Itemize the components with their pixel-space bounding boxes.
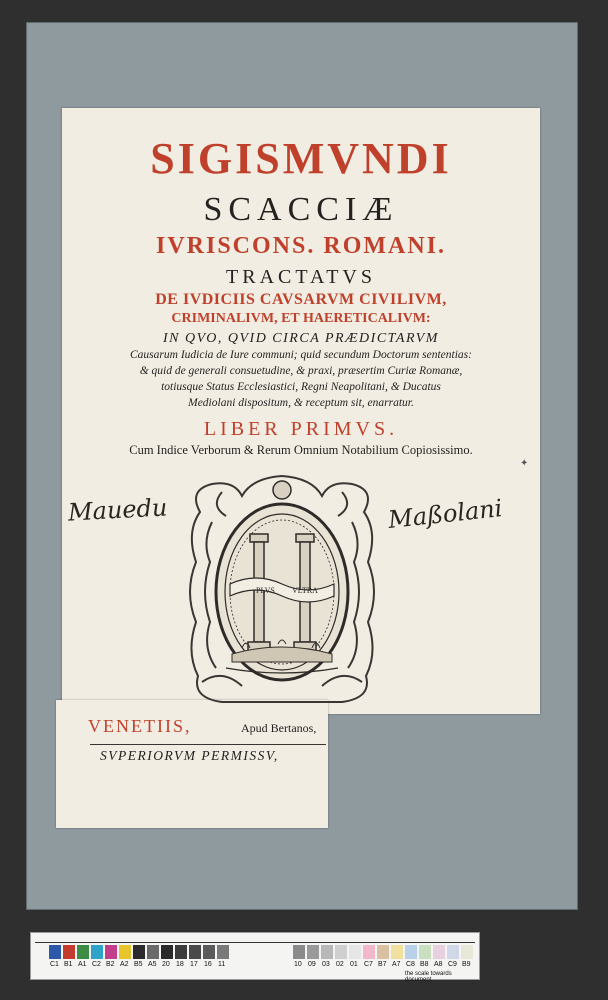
color-swatch-right-1 — [307, 945, 319, 959]
color-swatch-right-10 — [433, 945, 445, 959]
color-code-left-6: B5 — [134, 961, 143, 968]
device-motto-left: PLVS — [256, 586, 275, 595]
color-swatch-right-12 — [461, 945, 473, 959]
book-number: LIBER PRIMVS. — [203, 418, 399, 440]
color-code-right-11: C9 — [448, 961, 457, 968]
color-swatch-right-0 — [293, 945, 305, 959]
subtitle-line-2: CRIMINALIVM, ET HAERETICALIVM: — [171, 311, 431, 326]
color-swatch-left-2 — [77, 945, 89, 959]
color-code-left-1: B1 — [64, 961, 73, 968]
description-line-3: totiusque Status Ecclesiastici, Regni Neapolitani, & Ducatus — [161, 381, 441, 393]
color-code-right-1: 09 — [308, 961, 316, 968]
color-code-left-3: C2 — [92, 961, 101, 968]
description-line-2: & quid de generali consuetudine, & praxi, præsertim Curiæ Romanæ, — [139, 365, 463, 377]
imprint-place: VENETIIS, — [88, 716, 192, 736]
color-code-left-12: 11 — [218, 961, 226, 968]
color-swatch-right-9 — [419, 945, 431, 959]
device-motto-right: VLTRA — [292, 586, 318, 595]
scale-ruler — [35, 936, 475, 943]
color-swatch-left-1 — [63, 945, 75, 959]
color-scale-bar — [30, 932, 480, 983]
color-code-left-2: A1 — [78, 961, 87, 968]
color-code-left-11: 16 — [204, 961, 212, 968]
color-code-left-5: A2 — [120, 961, 129, 968]
color-code-left-9: 18 — [176, 961, 184, 968]
color-swatch-left-9 — [175, 945, 187, 959]
color-swatch-left-5 — [119, 945, 131, 959]
color-swatch-left-6 — [133, 945, 145, 959]
imprint-printer: Apud Bertanos, — [241, 721, 317, 735]
work-title: TRACTATVS — [226, 266, 376, 288]
description-line-1: Causarum Iudicia de Iure communi; quid secundum Doctorum sententias: — [130, 349, 472, 361]
author-role: IVRISCONS. ROMANI. — [155, 233, 447, 259]
subtitle-line-1: DE IVDICIIS CAVSARVM CIVILIVM, — [155, 291, 447, 308]
color-code-right-9: B8 — [420, 961, 429, 968]
color-code-left-10: 17 — [190, 961, 198, 968]
author-name: SIGISMVNDI — [150, 134, 452, 183]
color-code-right-3: 02 — [336, 961, 344, 968]
margin-mark: ✦ — [520, 458, 529, 469]
color-code-right-6: B7 — [378, 961, 387, 968]
color-code-left-7: A5 — [148, 961, 157, 968]
color-code-right-4: 01 — [350, 961, 358, 968]
scale-note: the scale towards document — [405, 971, 452, 983]
color-swatch-left-11 — [203, 945, 215, 959]
signature-right: Maßolani — [386, 494, 504, 534]
color-swatch-left-12 — [217, 945, 229, 959]
color-code-right-10: A8 — [434, 961, 443, 968]
color-swatch-left-0 — [49, 945, 61, 959]
color-swatch-left-7 — [147, 945, 159, 959]
index-line: Cum Indice Verborum & Rerum Omnium Notabilium Copiosissimo. — [129, 443, 473, 457]
color-swatch-left-8 — [161, 945, 173, 959]
imprint-permission: SVPERIORVM PERMISSV, — [100, 748, 279, 763]
color-code-right-8: C8 — [406, 961, 415, 968]
color-swatch-right-4 — [349, 945, 361, 959]
color-code-right-0: 10 — [294, 961, 302, 968]
color-code-left-8: 20 — [162, 961, 170, 968]
color-code-left-0: C1 — [50, 961, 59, 968]
color-swatch-right-5 — [363, 945, 375, 959]
color-swatch-right-6 — [377, 945, 389, 959]
color-swatch-left-3 — [91, 945, 103, 959]
color-code-left-4: B2 — [106, 961, 115, 968]
color-code-right-12: B9 — [462, 961, 471, 968]
signature-left: Mauedu — [67, 493, 169, 527]
color-code-right-2: 03 — [322, 961, 330, 968]
color-swatch-right-3 — [335, 945, 347, 959]
color-code-right-7: A7 — [392, 961, 401, 968]
color-swatch-right-8 — [405, 945, 417, 959]
color-swatch-left-10 — [189, 945, 201, 959]
description-line-4: Mediolani dispositum, & receptum sit, enarratur. — [188, 397, 414, 409]
color-swatch-right-11 — [447, 945, 459, 959]
color-swatch-left-4 — [105, 945, 117, 959]
author-surname: SCACCIÆ — [203, 191, 399, 228]
printers-device-woodcut — [182, 472, 382, 708]
color-swatch-right-2 — [321, 945, 333, 959]
color-swatch-right-7 — [391, 945, 403, 959]
in-quo-line: IN QVO, QVID CIRCA PRÆDICTARVM — [163, 331, 439, 346]
color-code-right-5: C7 — [364, 961, 373, 968]
imprint-rule — [90, 744, 326, 745]
